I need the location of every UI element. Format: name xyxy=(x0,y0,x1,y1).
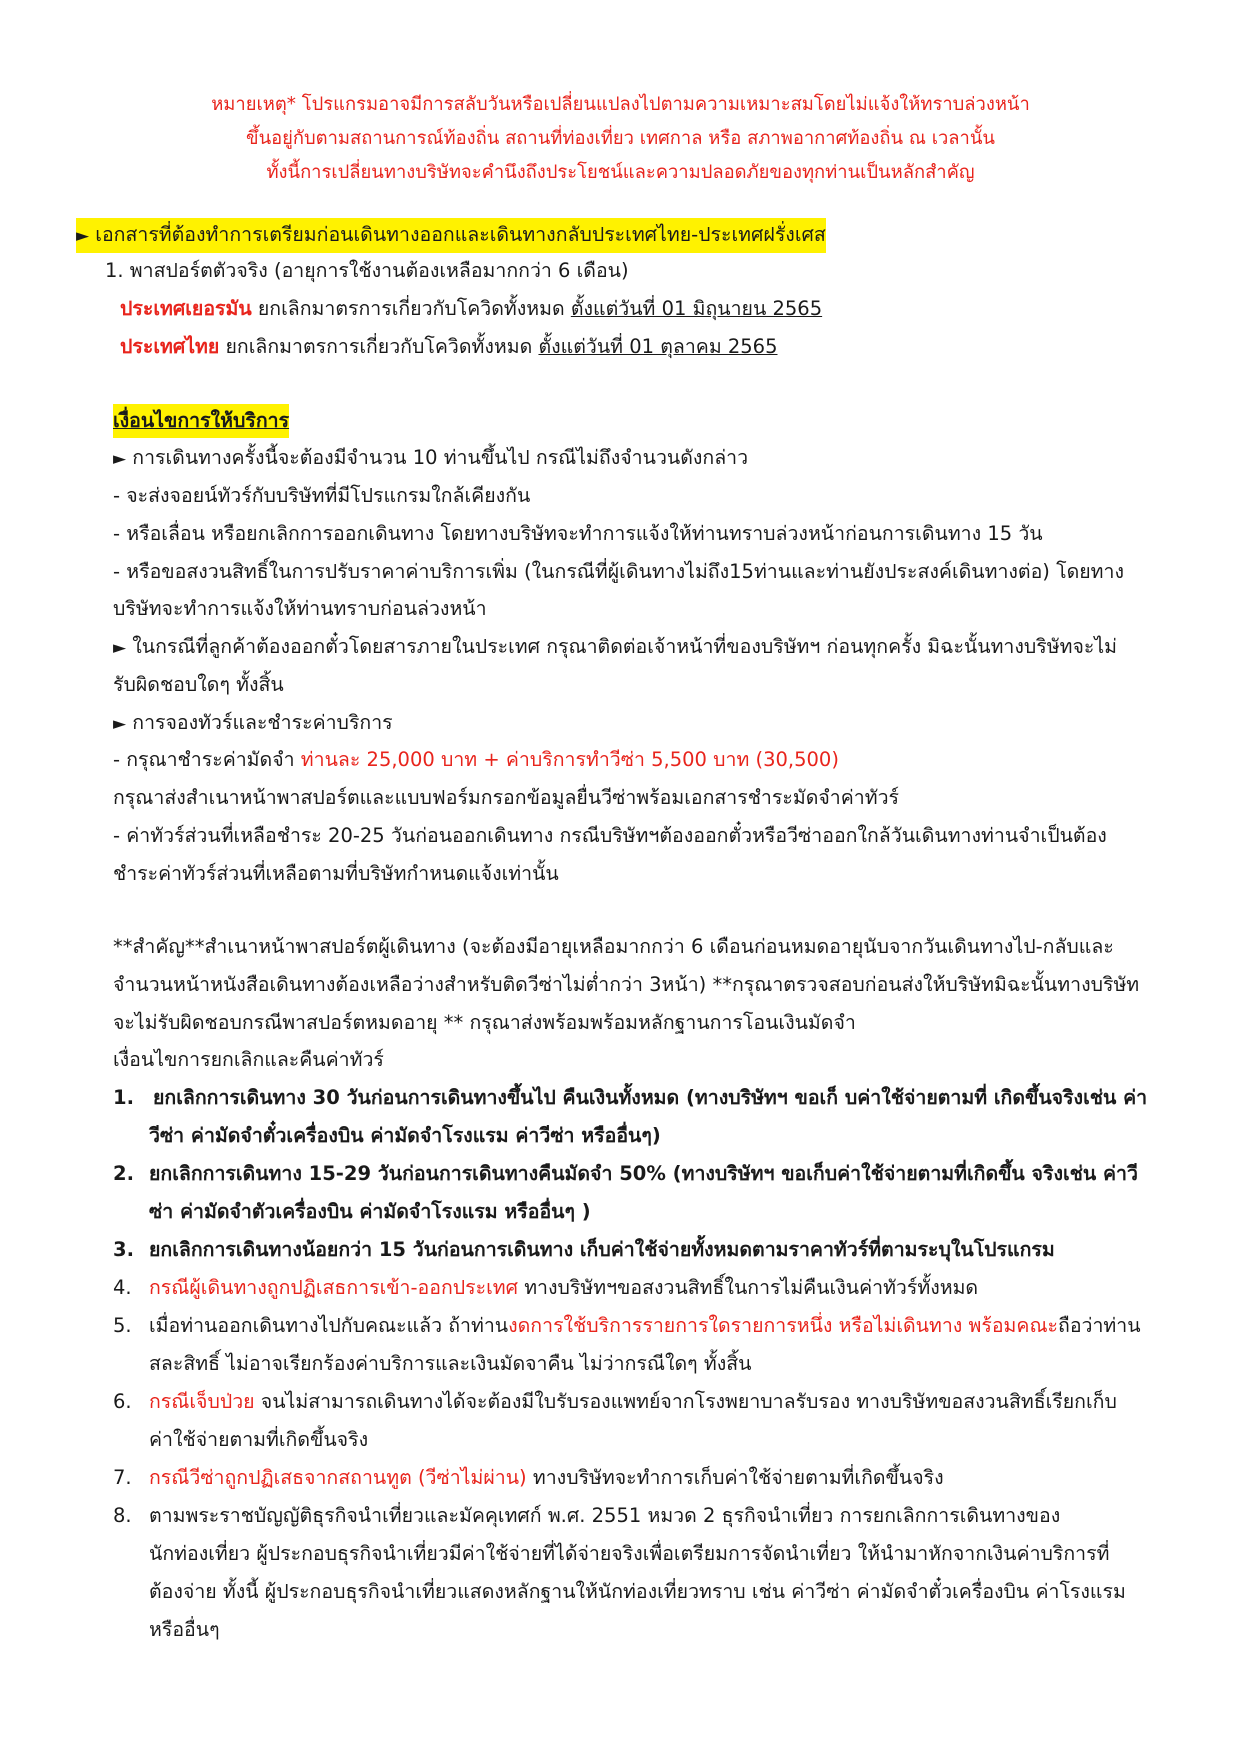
thailand-label: ประเทศไทย xyxy=(120,335,220,358)
notice-line-2: ขึ้นอยู่กับตามสถานการณ์ท้องถิ่น สถานที่ท่องเที่ยว เทศกาล หรือ สภาพอากาศท้องถิ่น ณ เวลานั้น xyxy=(246,128,995,149)
condition-text: การเดินทางครั้งนี้จะต้องมีจำนวน 10 ท่านขึ้นไป กรณีไม่ถึงจำนวนดังกล่าว xyxy=(126,446,749,469)
notice-line-1: หมายเหตุ* โปรแกรมอาจมีการสลับวันหรือเปลี่ยนแปลงไปตามความเหมาะสมโดยไม่แจ้งให้ทราบล่วงหน้า xyxy=(211,94,1030,115)
cancel-item-8c: ต้องจ่าย ทั้งนี้ ผู้ประกอบธุรกิจนำเที่ยวแสดงหลักฐานให้นักท่องเที่ยวทราบ เช่น ค่าวีซ่า ค่ามัดจำตั๋วเครื่องบิน ค่าโรงแรม xyxy=(149,1580,1126,1603)
germany-date: ตั้งแต่วันที่ 01 มิถุนายน 2565 xyxy=(570,297,823,320)
cancel-item-5a xyxy=(149,1309,1141,1343)
condition-line-6 xyxy=(113,706,393,741)
cancel-item-4-emphasis: กรณีผู้เดินทางถูกปฏิเสธการเข้า-ออกประเทศ xyxy=(149,1276,518,1299)
cancel-number-6: 6. xyxy=(113,1390,132,1413)
cancel-item-1a: ยกเลิกการเดินทาง 30 วันก่อนการเดินทางขึ้นไป คืนเงินทั้งหมด (ทางบริษัทฯ ขอเก็ บค่าใช้จ่ายตามที่ เกิดขึ้นจริงเช่น ค่า xyxy=(153,1086,1148,1109)
deposit-amount: ท่านละ 25,000 บาท + ค่าบริการทำวีซ่า 5,500 บาท (30,500) xyxy=(300,748,839,771)
condition-text: ในกรณีที่ลูกค้าต้องออกตั๋วโดยสารภายในประเทศ กรุณาติดต่อเจ้าหน้าที่ของบริษัทฯ ก่อนทุกครั้ง มิฉะนั้นทางบริษัทจะไม่ xyxy=(126,635,1118,658)
cancel-item-2b: ซ่า ค่ามัดจำตัวเครื่องบิน ค่ามัดจำโรงแรม หรืออื่นๆ ) xyxy=(149,1200,591,1223)
cancel-number-7: 7. xyxy=(113,1466,132,1489)
cancel-number-2: 2. xyxy=(113,1162,134,1185)
germany-line xyxy=(120,292,822,326)
cancel-item-6b: ค่าใช้จ่ายตามที่เกิดขึ้นจริง xyxy=(149,1428,369,1451)
notice-block xyxy=(0,88,1241,190)
cancel-number-3: 3. xyxy=(113,1238,134,1261)
cancel-item-6a xyxy=(149,1385,1117,1419)
cancel-item-8a: ตามพระราชบัญญัติธุรกิจนำเที่ยวและมัคคุเทศก์ พ.ศ. 2551 หมวด 2 ธุรกิจนำเที่ยว การยกเลิกการเดินทางของ xyxy=(149,1504,1061,1527)
condition-line-5a xyxy=(113,630,1117,665)
cancel-item-6-emphasis: กรณีเจ็บป่วย xyxy=(149,1390,255,1413)
condition-line-7 xyxy=(113,743,839,777)
arrow-icon: ► xyxy=(76,226,90,246)
cancel-item-5b: สละสิทธิ์ ไม่อาจเรียกร้องค่าบริการและเงินมัดจาคืน ไม่ว่ากรณีใดๆ ทั้งสิ้น xyxy=(149,1352,752,1375)
condition-line-4b: บริษัทจะทำการแจ้งให้ท่านทราบก่อนล่วงหน้า xyxy=(113,597,487,620)
cancel-item-7 xyxy=(149,1461,944,1495)
condition-line-2: - จะส่งจอยน์ทัวร์กับบริษัทที่มีโปรแกรมใกล้เคียงกัน xyxy=(113,484,531,507)
arrow-icon: ► xyxy=(113,714,127,734)
cancel-number-5: 5. xyxy=(113,1314,132,1337)
condition-line-8: กรุณาส่งสำเนาหน้าพาสปอร์ตและแบบฟอร์มกรอกข้อมูลยื่นวีซ่าพร้อมเอกสารชำระมัดจำค่าทัวร์ xyxy=(113,786,899,809)
cancel-item-5-text: เมื่อท่านออกเดินทางไปกับคณะแล้ว ถ้าท่าน xyxy=(149,1314,509,1337)
germany-text: ยกเลิกมาตรการเกี่ยวกับโควิดทั้งหมด xyxy=(251,297,571,320)
cancel-item-7-text: ทางบริษัทจะทำการเก็บค่าใช้จ่ายตามที่เกิดขึ้นจริง xyxy=(526,1466,944,1489)
condition-line-1 xyxy=(113,441,748,476)
condition-line-9b: ชำระค่าทัวร์ส่วนที่เหลือตามที่บริษัทกำหนดแจ้งเท่านั้น xyxy=(113,862,559,885)
cancel-number-8: 8. xyxy=(113,1504,132,1527)
cancel-item-2a: ยกเลิกการเดินทาง 15-29 วันก่อนการเดินทางคืนมัดจำ 50% (ทางบริษัทฯ ขอเก็บค่าใช้จ่ายตามที่เกิดขึ้น จริงเช่น ค่าวี xyxy=(149,1162,1138,1185)
condition-text: การจองทัวร์และชำระค่าบริการ xyxy=(126,711,393,734)
arrow-icon: ► xyxy=(113,638,127,658)
important-line-2: จำนวนหน้าหนังสือเดินทางต้องเหลือว่างสำหรับติดวีซ่าไม่ต่ำกว่า 3หน้า) **กรุณาตรวจสอบก่อนส่งให้บริษัทมิฉะนั้นทางบริษัท xyxy=(113,973,1140,996)
cancel-item-3: ยกเลิกการเดินทางน้อยกว่า 15 วันก่อนการเดินทาง เก็บค่าใช้จ่ายทั้งหมดตามราคาทัวร์ที่ตามระบุในโปรแกรม xyxy=(149,1238,1055,1261)
passport-line: 1. พาสปอร์ตตัวจริง (อายุการใช้งานต้องเหลือมากกว่า 6 เดือน) xyxy=(105,259,629,282)
condition-line-9a: - ค่าทัวร์ส่วนที่เหลือชำระ 20-25 วันก่อนออกเดินทาง กรณีบริษัทฯต้องออกตั๋วหรือวีซ่าออกใกล้วันเดินทางท่านจำเป็นต้อง xyxy=(113,824,1107,847)
condition-line-5b: รับผิดชอบใดๆ ทั้งสิ้น xyxy=(113,673,284,696)
cancel-item-4-text: ทางบริษัทฯขอสงวนสิทธิ์ในการไม่คืนเงินค่าทัวร์ทั้งหมด xyxy=(518,1276,979,1299)
cancel-item-5-tail: ถือว่าท่าน xyxy=(1058,1314,1141,1337)
cancel-item-1b: วีซ่า ค่ามัดจำตั๋วเครื่องบิน ค่ามัดจำโรงแรม ค่าวีซ่า หรืออื่นๆ) xyxy=(149,1124,661,1147)
arrow-icon: ► xyxy=(113,449,127,469)
thailand-date: ตั้งแต่วันที่ 01 ตุลาคม 2565 xyxy=(538,335,778,358)
cancel-item-4 xyxy=(149,1271,978,1305)
cancel-item-5-emphasis: งดการใช้บริการรายการใดรายการหนึ่ง หรือไม่เดินทาง พร้อมคณะ xyxy=(508,1314,1059,1337)
cancel-item-6-text: จนไม่สามารถเดินทางได้จะต้องมีใบรับรองแพทย์จากโรงพยาบาลรับรอง ทางบริษัทขอสงวนสิทธิ์เรียกเก็บ xyxy=(254,1390,1117,1413)
condition-line-4a: - หรือขอสงวนสิทธิ์ในการปรับราคาค่าบริการเพิ่ม (ในกรณีที่ผู้เดินทางไม่ถึง15ท่านและท่านยังประสงค์เดินทางต่อ) โดยทาง xyxy=(113,560,1125,583)
notice-line-3: ทั้งนี้การเปลี่ยนทางบริษัทจะคำนึงถึงประโยชน์และความปลอดภัยของทุกท่านเป็นหลักสำคัญ xyxy=(266,162,975,183)
condition-line-3: - หรือเลื่อน หรือยกเลิกการออกเดินทาง โดยทางบริษัทจะทำการแจ้งให้ท่านทราบล่วงหน้าก่อนการเดินทาง 15 วัน xyxy=(113,522,1043,545)
cancel-number-4: 4. xyxy=(113,1276,132,1299)
documents-heading xyxy=(76,218,826,253)
deposit-label: - กรุณาชำระค่ามัดจำ xyxy=(113,748,301,771)
cancel-item-8b: นักท่องเที่ยว ผู้ประกอบธุรกิจนำเที่ยวมีค่าใช้จ่ายที่ได้จ่ายจริงเพื่อเตรียมการจัดนำเที่ยว ให้นำมาหักจากเงินค่าบริการที่ xyxy=(149,1542,1110,1565)
germany-label: ประเทศเยอรมัน xyxy=(120,297,252,320)
conditions-heading: เงื่อนไขการให้บริการ xyxy=(113,404,289,438)
documents-heading-text: เอกสารที่ต้องทำการเตรียมก่อนเดินทางออกและเดินทางกลับประเทศไทย-ประเทศฝรั่งเศส xyxy=(95,223,826,246)
important-line-1: **สำคัญ**สำเนาหน้าพาสปอร์ตผู้เดินทาง (จะต้องมีอายุเหลือมากกว่า 6 เดือนก่อนหมดอายุนับจากวันเดินทางไป-กลับและ xyxy=(113,935,1114,958)
important-line-3: จะไม่รับผิดชอบกรณีพาสปอร์ตหมดอายุ ** กรุณาส่งพร้อมพร้อมหลักฐานการโอนเงินมัดจำ xyxy=(113,1011,856,1034)
cancel-item-7-emphasis: กรณีวีซ่าถูกปฏิเสธจากสถานทูต (วีซ่าไม่ผ่าน) xyxy=(149,1466,527,1489)
cancel-item-8d: หรืออื่นๆ xyxy=(149,1618,220,1641)
cancel-heading: เงื่อนไขการยกเลิกและคืนค่าทัวร์ xyxy=(113,1048,384,1071)
cancel-number-1: 1. xyxy=(113,1086,134,1109)
thailand-line xyxy=(120,330,778,364)
thailand-text: ยกเลิกมาตรการเกี่ยวกับโควิดทั้งหมด xyxy=(219,335,539,358)
